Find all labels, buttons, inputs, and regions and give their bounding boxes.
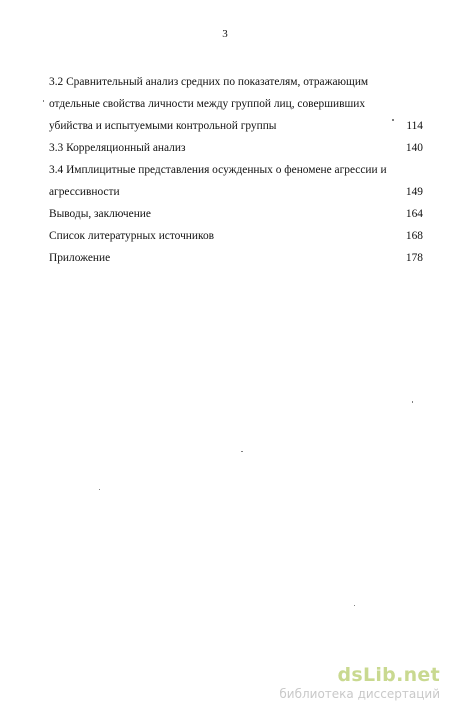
toc-page-number: 149 bbox=[405, 186, 423, 198]
toc-page-number: 168 bbox=[405, 230, 423, 242]
toc-entry-text: убийства и испытуемыми контрольной группы bbox=[49, 120, 277, 132]
table-of-contents bbox=[49, 71, 423, 269]
scan-speck bbox=[99, 489, 100, 490]
toc-entry-text: Список литературных источников bbox=[49, 230, 215, 242]
toc-entry-text: Приложение bbox=[49, 252, 111, 264]
toc-entry-text: агрессивности bbox=[49, 186, 120, 198]
watermark-brand: dsLib bbox=[337, 664, 397, 686]
toc-entry-text: 3.3 Корреляционный анализ bbox=[49, 142, 186, 154]
toc-entry-text: Выводы, заключение bbox=[49, 208, 151, 220]
toc-page-number: 114 bbox=[406, 120, 423, 132]
watermark bbox=[240, 664, 440, 702]
toc-entry-line bbox=[49, 181, 423, 203]
toc-entry-line bbox=[49, 159, 423, 181]
toc-page-number: 164 bbox=[405, 208, 423, 220]
toc-entry-text: 3.4 Имплицитные представления осужденных о феномене агрессии и bbox=[49, 164, 387, 176]
scan-speck bbox=[43, 100, 44, 102]
toc-entry-text: отдельные свойства личности между группой лиц, совершивших bbox=[49, 98, 366, 110]
watermark-tagline: библиотека диссертаций bbox=[279, 687, 440, 701]
toc-entry-text: 3.2 Сравнительный анализ средних по показателям, отражающим bbox=[49, 76, 369, 88]
watermark-logo bbox=[240, 664, 440, 686]
toc-entry-line bbox=[49, 203, 423, 225]
toc-entry-line bbox=[49, 247, 423, 269]
scan-speck bbox=[354, 605, 355, 606]
toc-entry-line bbox=[49, 137, 423, 159]
page-number: 3 bbox=[222, 28, 228, 40]
toc-entry-line bbox=[49, 93, 423, 115]
toc-entry-line bbox=[49, 225, 423, 247]
scan-speck bbox=[241, 451, 243, 452]
scan-speck bbox=[392, 119, 394, 121]
watermark-brand-suffix: .net bbox=[396, 664, 440, 686]
scan-speck bbox=[412, 401, 413, 403]
toc-entry-line bbox=[49, 115, 423, 137]
toc-page-number: 178 bbox=[405, 252, 423, 264]
toc-page-number: 140 bbox=[405, 142, 423, 154]
toc-entry-line bbox=[49, 71, 423, 93]
